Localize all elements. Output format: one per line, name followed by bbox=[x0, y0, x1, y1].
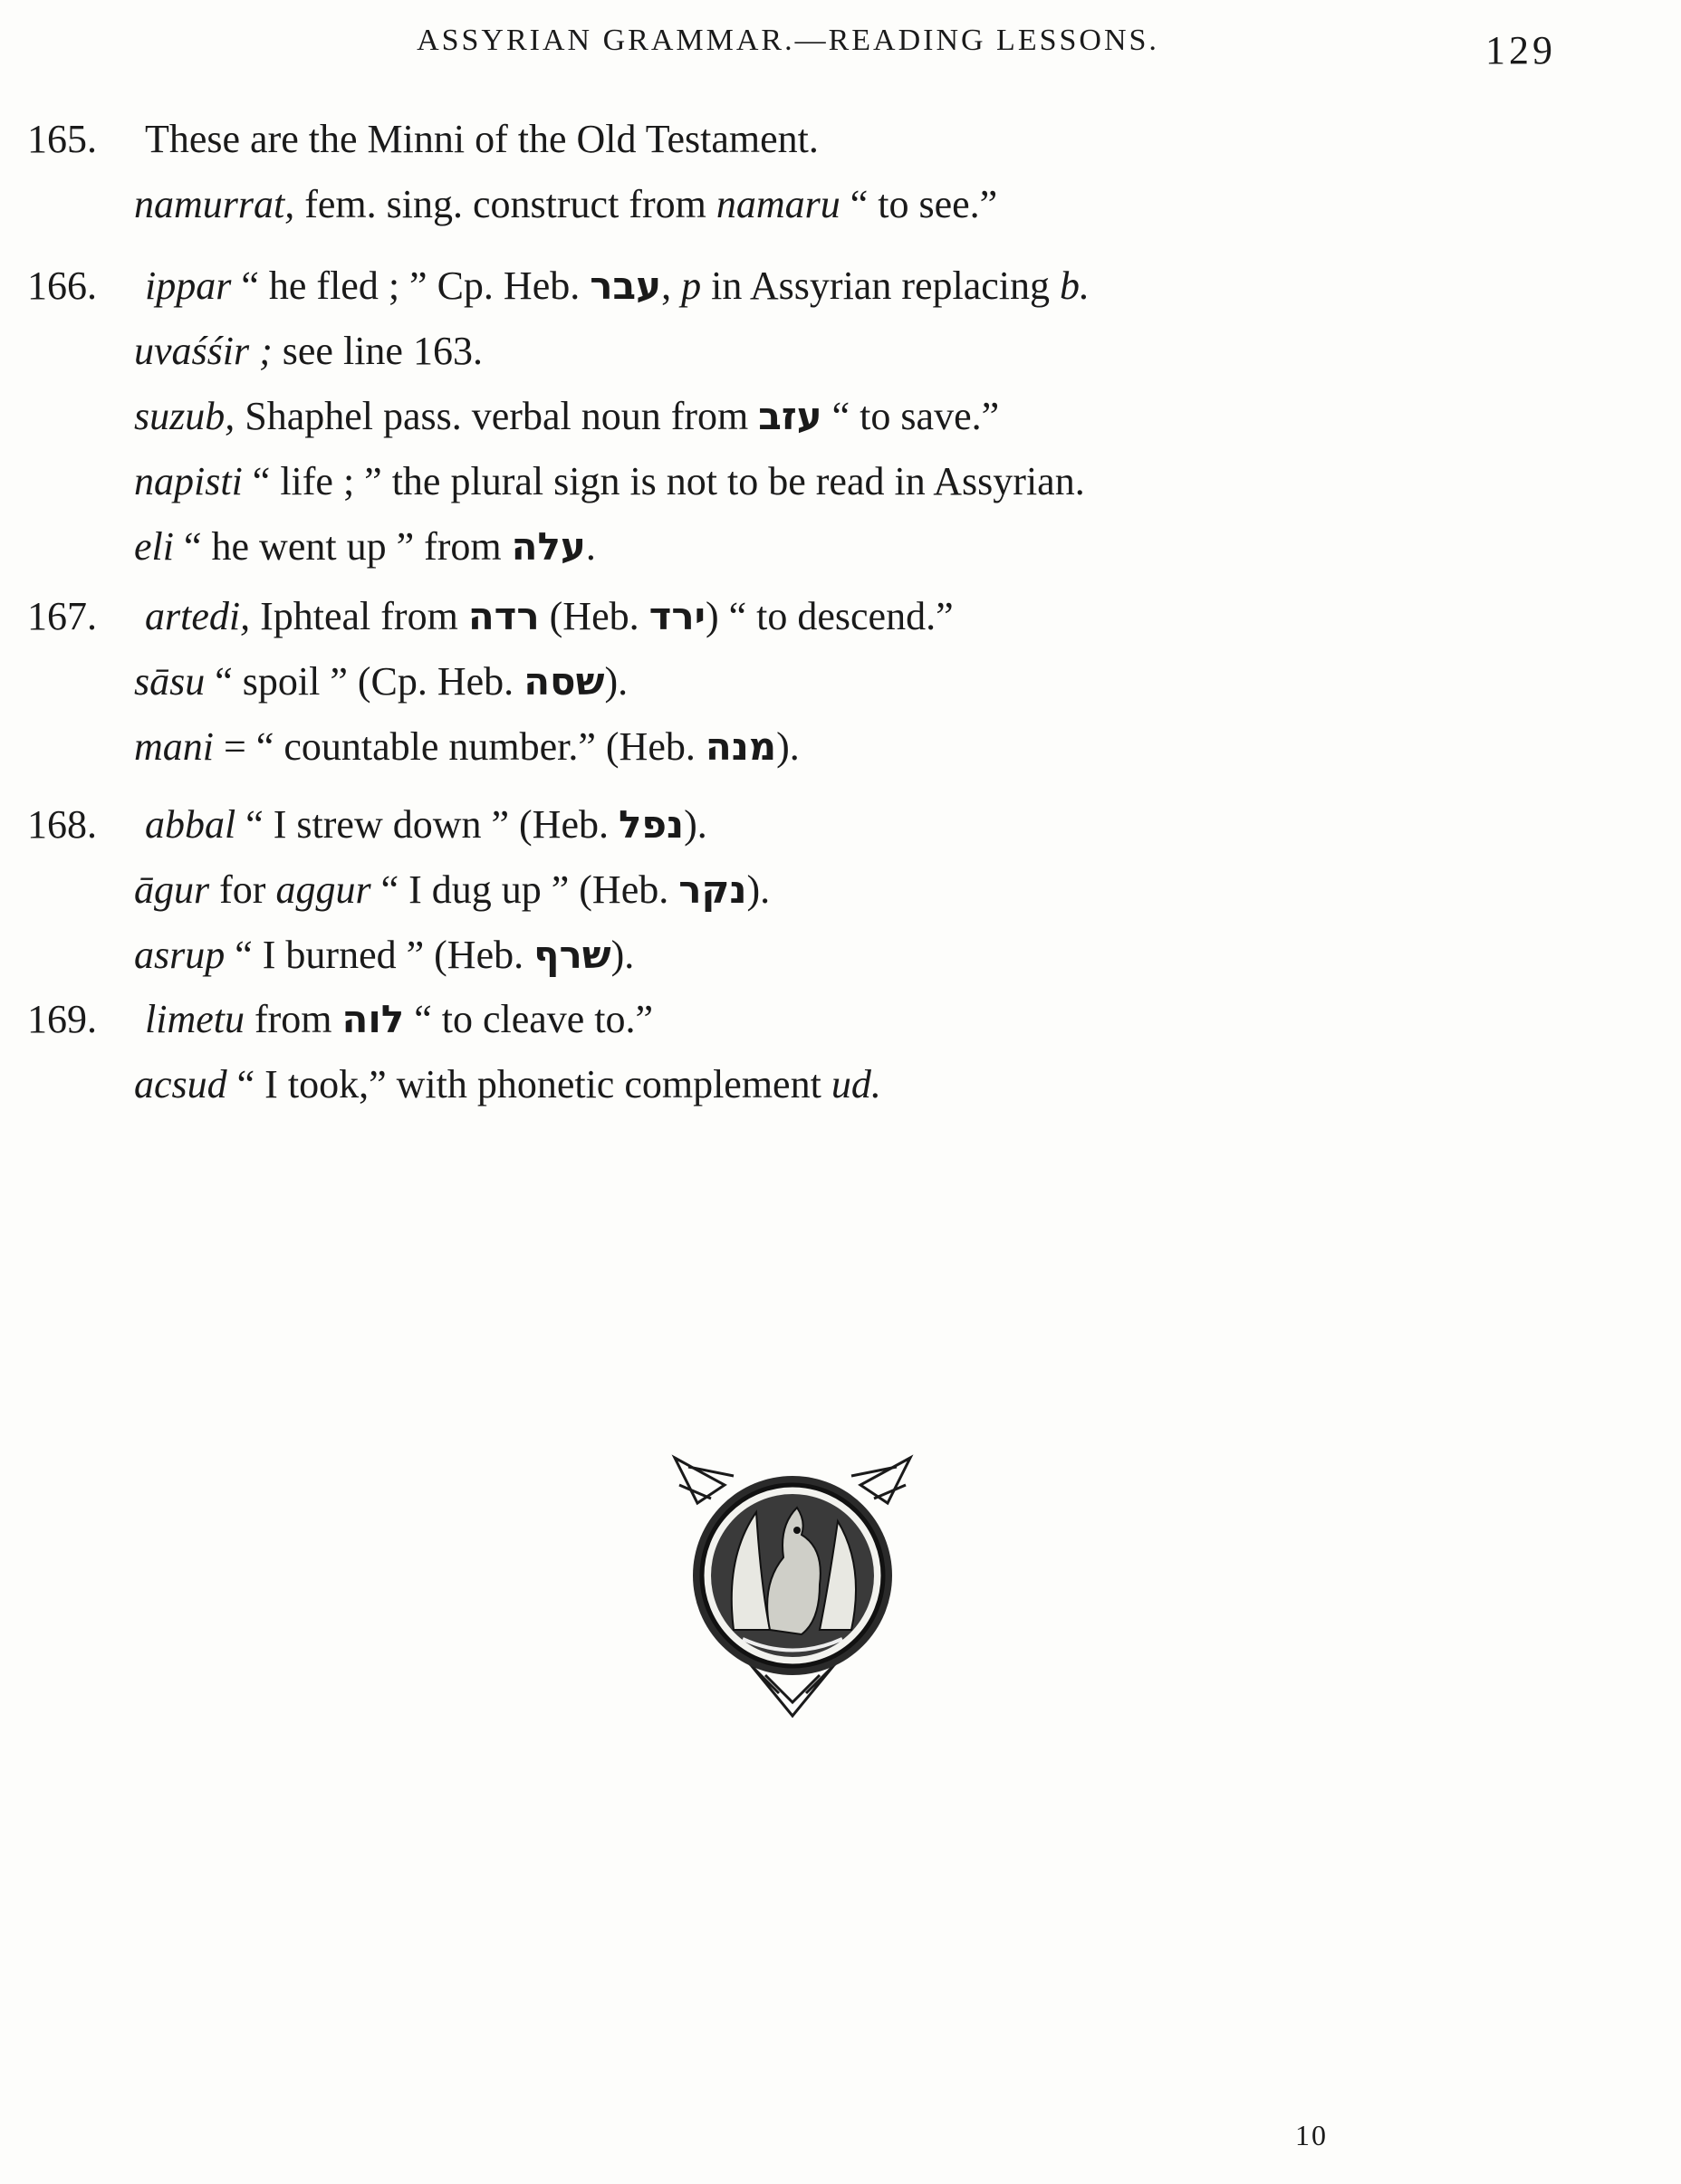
signature-mark: 10 bbox=[1295, 2119, 1328, 2151]
note-line bbox=[134, 1061, 881, 1107]
text-run: ). bbox=[776, 724, 800, 769]
note-line bbox=[145, 263, 1090, 309]
text-run: “ he went up ” from bbox=[173, 524, 512, 569]
hebrew-word: ירד bbox=[648, 594, 706, 638]
text-run: “ life ; ” the plural sign is not to be read in Assyrian. bbox=[242, 459, 1085, 503]
italic-term: ud. bbox=[831, 1062, 881, 1106]
note-line bbox=[134, 932, 634, 978]
text-run: (Heb. bbox=[539, 594, 649, 638]
entry-number: 165. bbox=[27, 117, 97, 161]
text-run: ). bbox=[610, 933, 635, 977]
text-run: “ he fled ; ” Cp. Heb. bbox=[231, 263, 591, 308]
text-run: ). bbox=[684, 802, 707, 847]
italic-term: namurrat, bbox=[134, 182, 295, 226]
hebrew-word: עבר bbox=[590, 263, 662, 308]
entry-number: 166. bbox=[27, 263, 97, 308]
note-line bbox=[145, 996, 653, 1042]
note-line bbox=[134, 658, 628, 704]
text-run: ). bbox=[604, 659, 629, 704]
squirrel-vignette-icon bbox=[670, 1449, 915, 1720]
note-line bbox=[134, 723, 800, 770]
entry-number: 167. bbox=[27, 594, 97, 638]
running-title: ASSYRIAN GRAMMAR.—READING LESSONS. bbox=[417, 24, 1159, 57]
text-run: “ I strew down ” (Heb. bbox=[235, 802, 619, 847]
italic-term: sāsu bbox=[134, 659, 206, 704]
italic-term: namaru bbox=[716, 182, 840, 226]
text-run: . bbox=[585, 524, 596, 569]
text-run: from bbox=[244, 997, 342, 1041]
italic-term: eli bbox=[134, 524, 174, 569]
italic-term: ippar bbox=[145, 263, 232, 308]
note-line bbox=[134, 393, 999, 439]
hebrew-word: לוה bbox=[341, 997, 405, 1041]
note-line bbox=[145, 801, 707, 848]
hebrew-word: עזב bbox=[758, 394, 822, 438]
hebrew-word: רדה bbox=[467, 594, 540, 638]
text-run: These are the Minni of the Old Testament. bbox=[145, 117, 819, 161]
entry-number: 169. bbox=[27, 997, 97, 1041]
italic-term: artedi, bbox=[145, 594, 251, 638]
hebrew-word: עלה bbox=[511, 524, 586, 569]
text-run: “ to save.” bbox=[821, 394, 1000, 438]
hebrew-word: שסה bbox=[524, 659, 605, 704]
text-run: in Assyrian replacing bbox=[701, 263, 1061, 308]
hebrew-word: נקר bbox=[678, 867, 747, 912]
hebrew-word: נפל bbox=[618, 802, 685, 847]
text-run: see line 163. bbox=[272, 329, 483, 373]
italic-term: limetu bbox=[145, 997, 245, 1041]
text-run: “ spoil ” (Cp. Heb. bbox=[205, 659, 524, 704]
italic-term: acsud bbox=[134, 1062, 227, 1106]
text-run: for bbox=[209, 867, 276, 912]
text-run: ). bbox=[746, 867, 771, 912]
italic-term: asrup bbox=[134, 933, 226, 977]
note-line bbox=[134, 867, 770, 913]
hebrew-word: שרף bbox=[533, 933, 611, 977]
text-run: “ to see.” bbox=[840, 182, 998, 226]
text-run: ) “ to descend.” bbox=[705, 594, 954, 638]
note-line bbox=[145, 593, 954, 639]
italic-term: uvaśśir ; bbox=[134, 329, 273, 373]
text-run: Iphteal from bbox=[250, 594, 468, 638]
note-line bbox=[134, 523, 596, 570]
italic-term: abbal bbox=[145, 802, 236, 847]
hebrew-word: מנה bbox=[705, 724, 777, 769]
text-run: “ I burned ” (Heb. bbox=[225, 933, 534, 977]
italic-term: suzub, bbox=[134, 394, 235, 438]
note-line bbox=[134, 328, 483, 374]
italic-term: āgur bbox=[134, 867, 210, 912]
note-line bbox=[134, 181, 997, 227]
note-line bbox=[145, 116, 819, 162]
text-run: “ I dug up ” (Heb. bbox=[370, 867, 679, 912]
page-number: 129 bbox=[1485, 28, 1556, 72]
italic-term: mani bbox=[134, 724, 214, 769]
italic-term: b. bbox=[1060, 263, 1090, 308]
text-run: , bbox=[661, 263, 682, 308]
entry-number: 168. bbox=[27, 802, 97, 847]
text-run: fem. sing. construct from bbox=[294, 182, 716, 226]
italic-term: napisti bbox=[134, 459, 243, 503]
text-run: “ I took,” with phonetic complement bbox=[226, 1062, 831, 1106]
italic-term: aggur bbox=[275, 867, 371, 912]
text-run: “ to cleave to.” bbox=[404, 997, 654, 1041]
text-run: Shaphel pass. verbal noun from bbox=[235, 394, 759, 438]
italic-term: p bbox=[681, 263, 702, 308]
note-line bbox=[134, 458, 1085, 504]
text-run: = “ countable number.” (Heb. bbox=[214, 724, 706, 769]
